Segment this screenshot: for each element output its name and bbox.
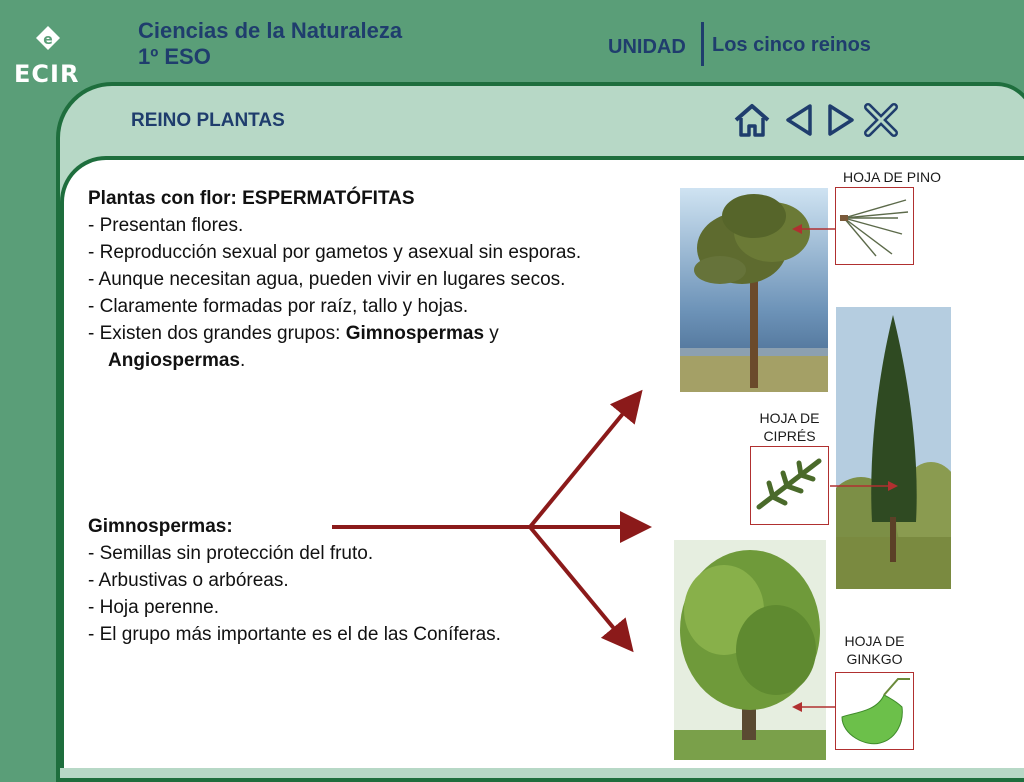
cypress-leaf-box	[750, 446, 829, 525]
caption-line: HOJA DE	[759, 410, 820, 426]
list-item: - Hoja perenne.	[88, 597, 219, 618]
branch-arrows	[330, 385, 660, 660]
home-icon	[732, 100, 772, 140]
unit-label: UNIDAD	[608, 36, 686, 58]
cypress-leaf-pointer	[828, 479, 900, 493]
previous-icon	[782, 100, 816, 140]
groups-period: .	[239, 350, 246, 371]
close-icon	[862, 100, 900, 140]
unit-title: Los cinco reinos	[712, 34, 871, 56]
cypress-tree-image	[836, 307, 951, 589]
ginkgo-tree-photo	[674, 540, 826, 760]
group-gymnosperms: Gimnospermas	[345, 323, 485, 344]
logo-text: ECIR	[14, 60, 80, 88]
list-item: - El grupo más importante es el de las Coníferas.	[88, 624, 501, 645]
next-button[interactable]	[824, 100, 858, 140]
pine-leaf-box	[835, 187, 914, 265]
course-name: Ciencias de la Naturaleza	[138, 18, 403, 43]
pine-needle-icon	[836, 188, 912, 263]
pine-tree-image	[680, 188, 828, 392]
list-item: - Presentan flores.	[88, 215, 244, 236]
pine-leaf-pointer	[790, 222, 838, 236]
list-item: - Semillas sin protección del fruto.	[88, 543, 374, 564]
ginkgo-leaf-pointer	[790, 700, 838, 714]
ecir-logo	[10, 22, 90, 88]
caption-line: GINKGO	[846, 651, 903, 667]
svg-text:e: e	[43, 32, 53, 48]
ginkgo-leaf-box	[835, 672, 914, 750]
cypress-sprig-icon	[751, 447, 827, 523]
next-icon	[824, 100, 858, 140]
gymnosperms-heading: Gimnospermas:	[88, 516, 233, 537]
unit-separator	[701, 22, 704, 66]
list-item-groups	[88, 320, 628, 374]
previous-button[interactable]	[782, 100, 816, 140]
cypress-tree-photo	[836, 307, 951, 589]
ginkgo-leaf-caption	[827, 632, 922, 668]
cypress-leaf-caption	[742, 409, 837, 445]
list-item: - Claramente formadas por raíz, tallo y hojas.	[88, 296, 469, 317]
course-title	[138, 18, 402, 70]
home-button[interactable]	[732, 100, 772, 140]
caption-line: CIPRÉS	[763, 428, 816, 444]
pine-leaf-caption: HOJA DE PINO	[842, 169, 942, 185]
ginkgo-tree-image	[674, 540, 826, 760]
caption-line: HOJA DE	[844, 633, 905, 649]
spermatophyta-block	[88, 185, 628, 374]
close-button[interactable]	[862, 100, 900, 140]
pine-tree-photo	[680, 188, 828, 392]
group-angiosperms: Angiospermas	[108, 350, 240, 371]
section-title: REINO PLANTAS	[131, 110, 285, 131]
list-item: - Reproducción sexual por gametos y asexual sin esporas.	[88, 242, 582, 263]
course-level: 1º ESO	[138, 44, 211, 69]
groups-prefix: - Existen dos grandes grupos:	[88, 323, 346, 344]
list-item: - Arbustivas o arbóreas.	[88, 570, 289, 591]
groups-connector: y	[484, 323, 499, 344]
ginkgo-leaf-icon	[836, 673, 912, 748]
list-item: - Aunque necesitan agua, pueden vivir en lugares secos.	[88, 269, 566, 290]
spermatophyta-heading: Plantas con flor: ESPERMATÓFITAS	[88, 188, 415, 209]
